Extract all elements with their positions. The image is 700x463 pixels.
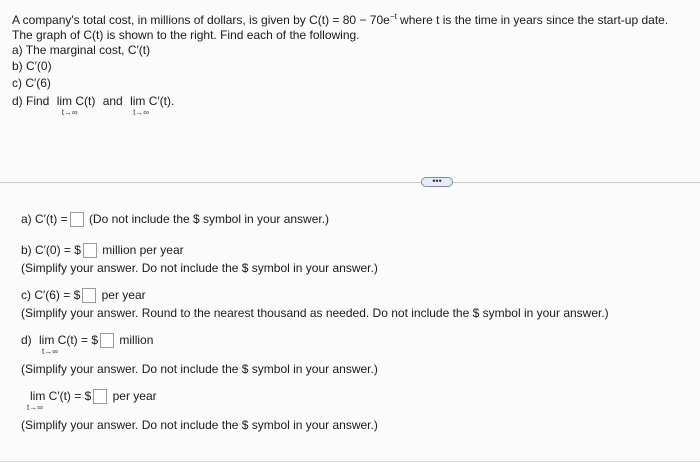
answer-d2-input[interactable] <box>93 389 107 404</box>
question-line-1-start: A company's total cost, in millions of dollars, is given by C(t) = 80 − 70e <box>12 13 390 27</box>
answer-d1-prefix: d) <box>21 333 32 347</box>
bottom-divider <box>0 461 700 462</box>
answer-a-row <box>21 212 329 227</box>
answer-d1-note: (Simplify your answer. Do not include the $ symbol in your answer.) <box>21 362 378 376</box>
question-limit-2-sub: t→∞ <box>133 108 150 117</box>
question-line-1 <box>12 12 668 27</box>
question-line-2: The graph of C(t) is shown to the right. Find each of the following. <box>12 28 360 42</box>
more-button[interactable]: ••• <box>421 177 453 187</box>
answer-b-row <box>21 243 184 258</box>
question-limit-2-expr: lim C′(t). <box>130 94 175 108</box>
answer-a-input[interactable] <box>70 212 84 227</box>
question-part-d-prefix: d) Find <box>12 94 50 108</box>
answer-c-input[interactable] <box>82 288 96 303</box>
answer-b-input[interactable] <box>83 243 97 258</box>
question-part-b: b) C′(0) <box>12 59 52 73</box>
section-divider <box>0 182 700 183</box>
answer-d2-row <box>27 389 157 412</box>
answer-d2-limit-expr: lim C′(t) = $ <box>30 389 92 403</box>
answer-d2-limit-sub: t→∞ <box>27 403 43 412</box>
answer-c-unit: per year <box>101 288 146 302</box>
answer-b-note: (Simplify your answer. Do not include the $ symbol in your answer.) <box>21 261 378 275</box>
question-part-d-and: and <box>102 94 123 108</box>
answer-d1-limit-sub: t→∞ <box>42 347 58 356</box>
question-limit-1 <box>56 94 96 117</box>
answer-c-label: c) C′(6) = $ <box>21 288 81 302</box>
answer-d1-unit: million <box>119 333 154 347</box>
answer-b-label: b) C′(0) = $ <box>21 243 81 257</box>
answer-c-note: (Simplify your answer. Round to the nearest thousand as needed. Do not include the $ symbol in your answer.) <box>21 306 609 320</box>
answer-d2-note: (Simplify your answer. Do not include the $ symbol in your answer.) <box>21 418 378 432</box>
answer-a-label: a) C′(t) = <box>21 212 68 226</box>
answer-d1-limit-expr: lim C(t) = $ <box>39 333 99 347</box>
question-limit-1-sub: t→∞ <box>61 108 78 117</box>
answer-d1-limit <box>39 333 99 356</box>
answer-d1-row <box>21 333 154 356</box>
answer-b-unit: million per year <box>102 243 184 257</box>
answer-d1-input[interactable] <box>100 333 114 348</box>
question-part-c: c) C′(6) <box>12 76 51 90</box>
answer-c-row <box>21 288 146 303</box>
question-line-1-end: where t is the time in years since the start-up date. <box>396 13 669 27</box>
answer-d2-limit <box>27 389 92 412</box>
question-part-a: a) The marginal cost, C′(t) <box>12 43 151 57</box>
answer-d2-unit: per year <box>112 389 157 403</box>
question-part-d <box>12 94 175 117</box>
exponent-text: −t <box>389 12 397 21</box>
answer-a-note: (Do not include the $ symbol in your answer.) <box>88 212 330 226</box>
question-limit-2 <box>130 94 175 117</box>
question-limit-1-expr: lim C(t) <box>56 94 96 108</box>
